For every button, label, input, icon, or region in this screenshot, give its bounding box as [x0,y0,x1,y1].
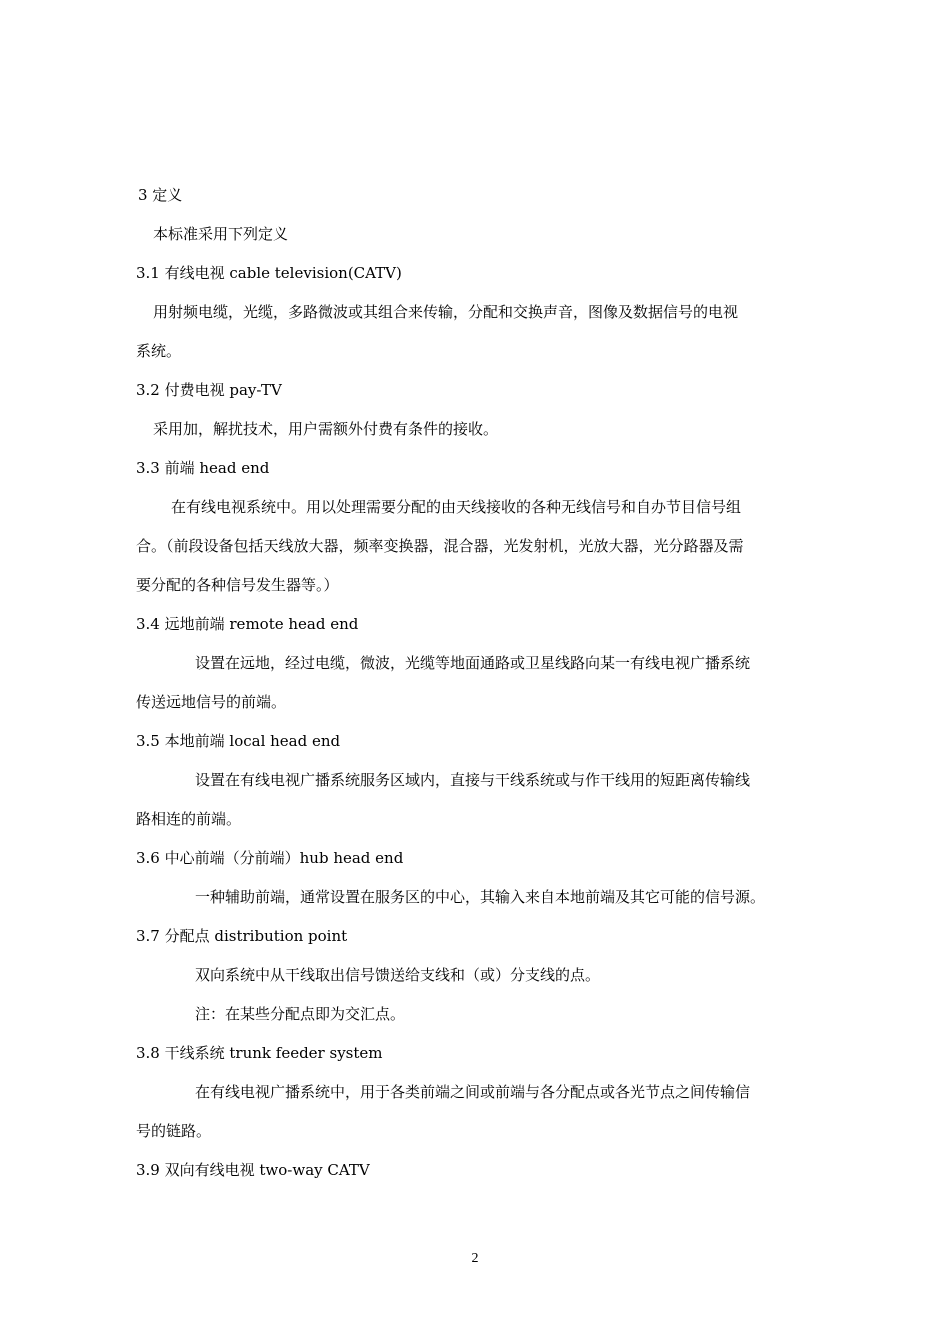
section-intro: 本标准采用下列定义 [153,225,289,243]
term-def-3-5-line-2: 路相连的前端。 [136,810,242,828]
term-def-3-7-line-1: 双向系统中从干线取出信号馈送给支线和（或）分支线的点。 [195,966,601,984]
term-title-3-5: 3.5 本地前端 local head end [136,732,341,750]
term-def-3-3-line-3: 要分配的各种信号发生器等。） [136,576,339,594]
term-title-3-2: 3.2 付费电视 pay-TV [136,381,282,399]
term-def-3-8-line-1: 在有线电视广播系统中，用于各类前端之间或前端与各分配点或各光节点之间传输信 [195,1083,751,1101]
term-title-3-4: 3.4 远地前端 remote head end [136,615,359,633]
term-def-3-4-line-1: 设置在远地，经过电缆，微波，光缆等地面通路或卫星线路向某一有线电视广播系统 [195,654,751,672]
term-title-3-8: 3.8 干线系统 trunk feeder system [136,1044,383,1062]
term-def-3-5-line-1: 设置在有线电视广播系统服务区域内，直接与干线系统或与作干线用的短距离传输线 [195,771,751,789]
term-title-3-1: 3.1 有线电视 cable television(CATV) [136,264,402,282]
term-def-3-1-line-2: 系统。 [136,342,182,360]
term-title-3-6: 3.6 中心前端（分前端）hub head end [136,849,404,867]
term-def-3-2-line-1: 采用加，解扰技术，用户需额外付费有条件的接收。 [153,420,499,438]
term-def-3-8-line-2: 号的链路。 [136,1122,212,1140]
page-number: 2 [471,1251,479,1266]
term-note-3-7: 注：在某些分配点即为交汇点。 [195,1005,406,1023]
term-def-3-4-line-2: 传送远地信号的前端。 [136,693,287,711]
term-title-3-3: 3.3 前端 head end [136,459,270,477]
term-def-3-1-line-1: 用射频电缆，光缆，多路微波或其组合来传输，分配和交换声音，图像及数据信号的电视 [153,303,739,321]
section-heading: 3 定义 [138,186,183,204]
term-def-3-3-line-2: 合。（前段设备包括天线放大器，频率变换器，混合器，光发射机，光放大器，光分路器及需 [136,537,744,555]
term-def-3-6-line-1: 一种辅助前端，通常设置在服务区的中心，其输入来自本地前端及其它可能的信号源。 [195,888,766,906]
term-title-3-9: 3.9 双向有线电视 two-way CATV [136,1161,370,1179]
term-title-3-7: 3.7 分配点 distribution point [136,927,348,945]
term-def-3-3-line-1: 在有线电视系统中。用以处理需要分配的由天线接收的各种无线信号和自办节目信号组 [171,498,742,516]
